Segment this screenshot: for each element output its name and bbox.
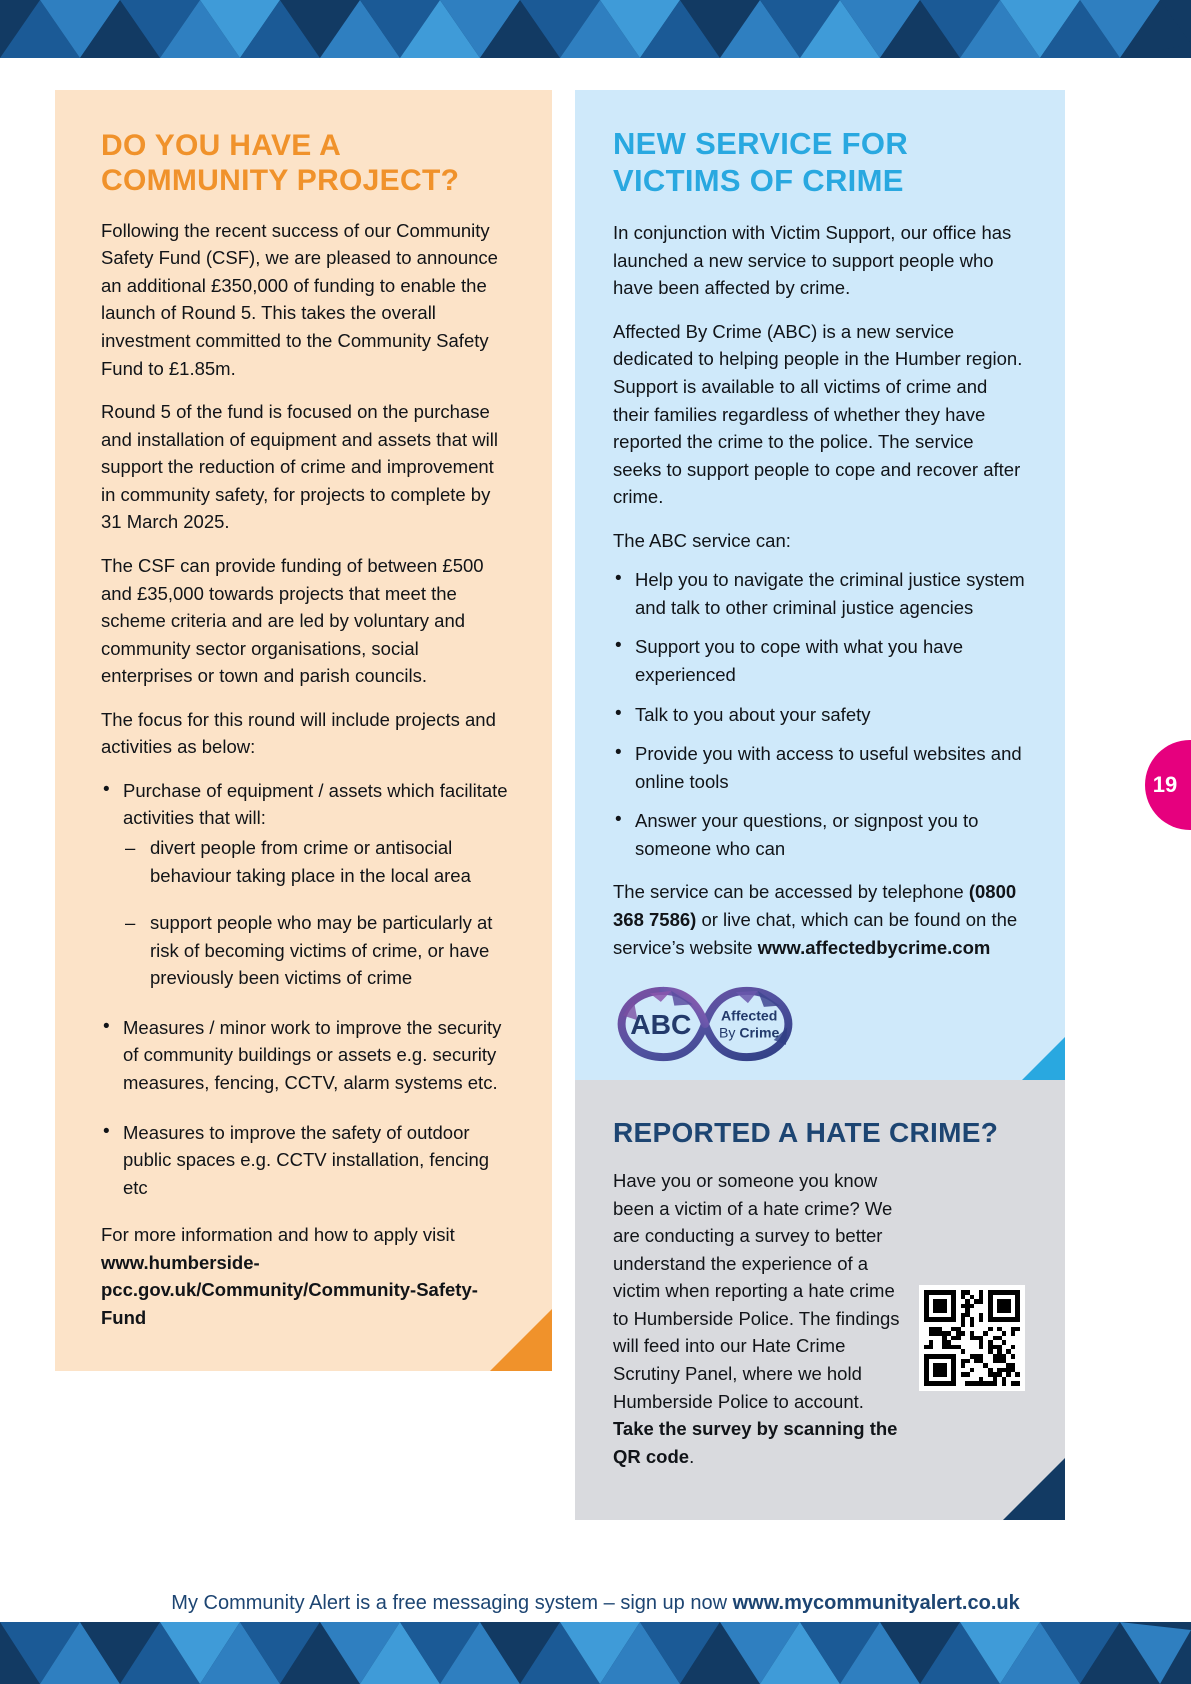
hate-crime-body-part2: . [689,1445,695,1467]
community-project-closing [101,1221,508,1331]
contact-prefix: The service can be accessed by telephone [613,881,969,903]
hate-crime-body-part1: Have you or someone you know been a victim of a hate crime? We are conducting a survey to better understand the experience of a victim when reporting a hate crime to Humberside Police. The findings will feed into our Hate Crime Scrutiny Panel, where we hold Humberside Police to account. [613,1170,900,1412]
victims-service-panel [575,90,1065,1099]
contact-middle: or live chat, which can be found on the service’s website [613,908,1018,958]
hate-crime-cta: Take the survey by scanning the QR code [613,1418,898,1467]
community-project-bullet-list [101,777,508,1201]
community-project-paragraph-3: The CSF can provide funding of between £500 and £35,000 towards projects that meet the scheme criteria and are led by voluntary and community sector organisations, social enterprises or town and parish councils. [101,554,484,687]
qr-code-matrix [924,1290,1020,1386]
footer-message [0,1592,1191,1615]
community-project-panel [55,90,552,1371]
community-project-heading-line1: DO YOU HAVE A [101,129,342,162]
list-item [101,777,508,992]
list-item [613,633,1025,688]
victims-service-paragraph-3: The ABC service can: [613,529,791,551]
my-community-alert-link[interactable]: www.mycommunityalert.co.uk [732,1592,1020,1614]
victims-service-heading [613,126,1025,199]
victims-service-heading-line2: VICTIMS OF CRIME [613,162,904,198]
community-project-closing-prefix: For more information and how to apply visit [101,1224,455,1246]
abc-bullet-1: Help you to navigate the criminal justice system and talk to other criminal justice agencies [635,569,1025,618]
community-project-heading [101,128,508,199]
abc-bullet-4: Provide you with access to useful websites and online tools [635,743,1022,792]
svg-text:ABC: ABC [630,1007,692,1040]
abc-service-bullet-list [613,566,1025,862]
list-item [613,566,1025,621]
abc-logo [613,983,797,1065]
victims-service-contact [613,878,1025,961]
dash-marker: – [125,912,136,934]
abc-bullet-5: Answer your questions, or signpost you to someone who can [635,810,979,859]
victims-service-heading-line1: NEW SERVICE FOR [613,126,909,161]
community-project-bullet-3-text: Measures to improve the safety of outdoor public spaces e.g. CCTV installation, fencing etc [123,1121,490,1198]
list-item [123,909,508,992]
list-item [613,701,1025,729]
footer-text: My Community Alert is a free messaging system – sign up now [171,1592,733,1614]
list-item [101,1014,508,1097]
top-triangle-pattern [0,0,1191,58]
community-project-heading-line2: COMMUNITY PROJECT? [101,164,460,198]
list-item [613,807,1025,862]
abc-website-link[interactable]: www.affectedbycrime.com [757,936,991,958]
abc-infinity-logo-icon [613,983,797,1065]
hate-crime-heading: REPORTED A HATE CRIME? [613,1117,999,1148]
qr-code[interactable] [919,1285,1025,1391]
community-project-sub-list [123,834,508,992]
list-item [613,740,1025,795]
victims-service-paragraph-1: In conjunction with Victim Support, our office has launched a new service to support people who have been affected by crime. [613,222,1012,299]
community-safety-fund-link[interactable]: www.humberside-pcc.gov.uk/Community/Community-Safety-Fund [101,1251,478,1328]
svg-text:Affected: Affected [720,1007,778,1024]
hate-crime-panel [575,1080,1065,1520]
abc-phone-number[interactable]: (0800 368 7586) [613,881,1017,930]
abc-bullet-2: Support you to cope with what you have experienced [635,636,964,686]
page-number-badge: 19 [1145,740,1191,830]
list-item [101,1119,508,1202]
community-project-bullet-2-text: Measures / minor work to improve the security of community buildings or assets e.g. security measures, fencing, CCTV, alarm systems etc. [123,1016,502,1093]
svg-text:By Crime: By Crime [718,1024,780,1041]
hate-crime-content [613,1167,1025,1470]
hate-crime-body [613,1167,903,1470]
community-project-sub-bullet-1: divert people from crime or antisocial behaviour taking place in the local area [150,837,471,886]
community-project-paragraph-2: Round 5 of the fund is focused on the purchase and installation of equipment and assets that will support the reduction of crime and improvement in community safety, for projects to complete by 31 March 2025. [101,401,498,533]
community-project-paragraph-4: The focus for this round will include projects and activities as below: [101,708,496,758]
top-decorative-band [0,0,1191,58]
community-project-bullet-1-text: Purchase of equipment / assets which facilitate activities that will: [123,779,508,829]
abc-bullet-3: Talk to you about your safety [635,703,871,725]
list-item [123,834,508,889]
bottom-triangle-pattern [0,1622,1191,1684]
bottom-decorative-band [0,1622,1191,1684]
dash-marker: – [125,837,136,859]
victims-service-paragraph-2: Affected By Crime (ABC) is a new service dedicated to helping people in the Humber region. Support is available to all victims of crime and their families regardless of whether they have reported the crime to the police. The service seeks to support people to cope and recover after crime. [613,320,1023,508]
community-project-paragraph-1: Following the recent success of our Community Safety Fund (CSF), we are pleased to announce an additional £350,000 of funding to enable the launch of Round 5. This takes the overall investment committed to the Community Safety Fund to £1.85m. [101,219,498,379]
community-project-sub-bullet-2: support people who may be particularly at risk of becoming victims of crime, or have previously been victims of crime [150,912,493,989]
